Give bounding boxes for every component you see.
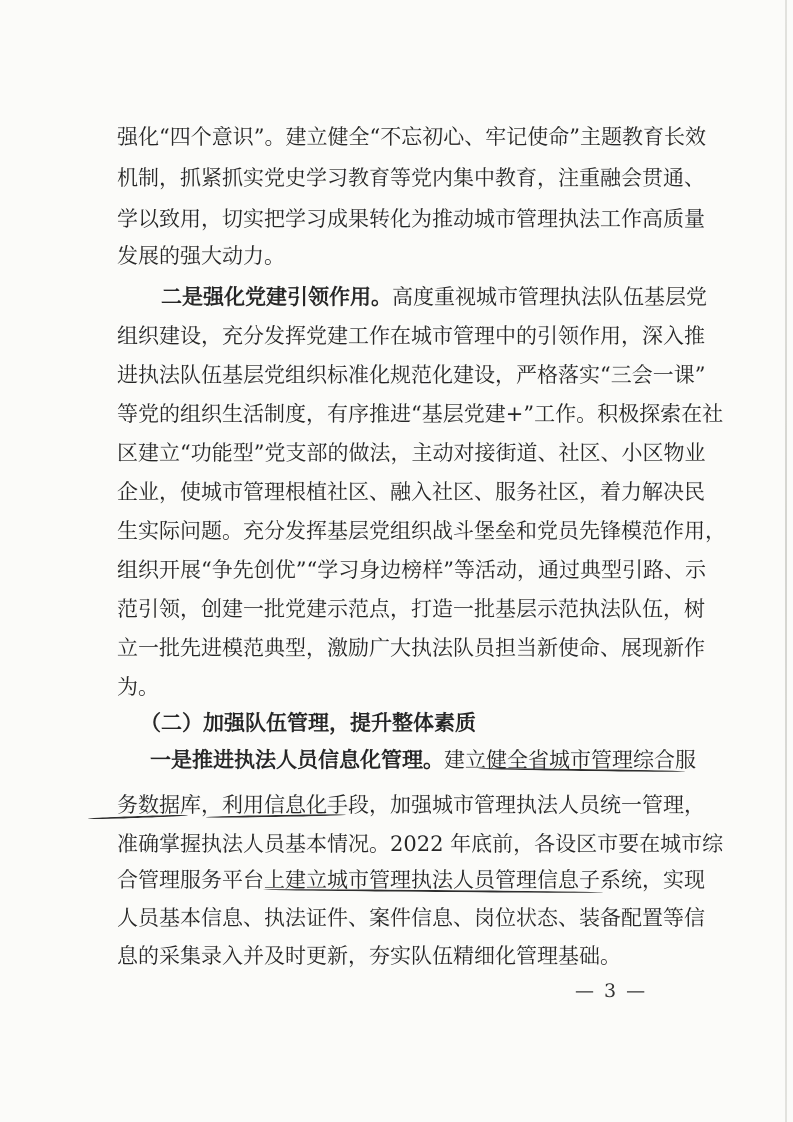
text-line: 务数据库，利用信息化手段，加强城市管理执法人员统一管理， <box>117 793 705 817</box>
text-line: 范引领，创建一批党建示范点，打造一批基层示范执法队伍，树 <box>117 597 705 621</box>
text-line: 组织建设，充分发挥党建工作在城市管理中的引领作用，深入推 <box>117 324 705 348</box>
text-line: 等党的组织生活制度，有序推进“基层党建+”工作。积极探索在社 <box>117 402 724 426</box>
page-number: — 3 — <box>575 980 648 1002</box>
text-line: 息的采集录入并及时更新，夯实队伍精细化管理基础。 <box>117 944 621 968</box>
text-line: 合管理服务平台上建立城市管理执法人员管理信息子系统，实现 <box>117 868 705 892</box>
paragraph-heading-line <box>161 280 707 313</box>
text-line: 立一批先进模范典型，激励广大执法队员担当新使命、展现新作 <box>117 636 705 660</box>
lead-phrase-informatization: 一是推进执法人员信息化管理。 <box>150 747 444 772</box>
text-line: 发展的强大动力。 <box>117 244 285 268</box>
scan-edge <box>785 0 787 1122</box>
section-heading: （二）加强队伍管理，提升整体素质 <box>140 710 476 735</box>
text-line: 机制，抓紧抓实党史学习教育等党内集中教育，注重融会贯通、 <box>117 166 705 190</box>
text-line: 进执法队伍基层党组织标准化规范化建设，严格落实“三会一课” <box>117 363 706 387</box>
text-line: 企业，使城市管理根植社区、融入社区、服务社区，着力解决民 <box>117 480 705 504</box>
text-line: 准确掌握执法人员基本情况。2022 年底前，各设区市要在城市综 <box>117 832 724 856</box>
text-line: 人员基本信息、执法证件、案件信息、岗位状态、装备配置等信 <box>117 906 705 930</box>
text-line: 区建立“功能型”党支部的做法，主动对接街道、社区、小区物业 <box>117 441 706 465</box>
text-segment: 建立健全省城市管理综合服 <box>444 748 696 772</box>
text-line: 组织开展“争先创优”“学习身边榜样”等活动，通过典型引路、示 <box>117 558 706 582</box>
text-line: 学以致用，切实把学习成果转化为推动城市管理执法工作高质量 <box>117 207 705 231</box>
text-line: 强化“四个意识”。建立健全“不忘初心、牢记使命”主题教育长效 <box>117 125 706 149</box>
text-segment: 高度重视城市管理执法队伍基层党 <box>392 285 707 309</box>
lead-phrase-party-building: 二是强化党建引领作用。 <box>161 284 392 309</box>
text-line: 生实际问题。充分发挥基层党组织战斗堡垒和党员先锋模范作用， <box>117 519 726 543</box>
text-line: 为。 <box>117 675 159 699</box>
